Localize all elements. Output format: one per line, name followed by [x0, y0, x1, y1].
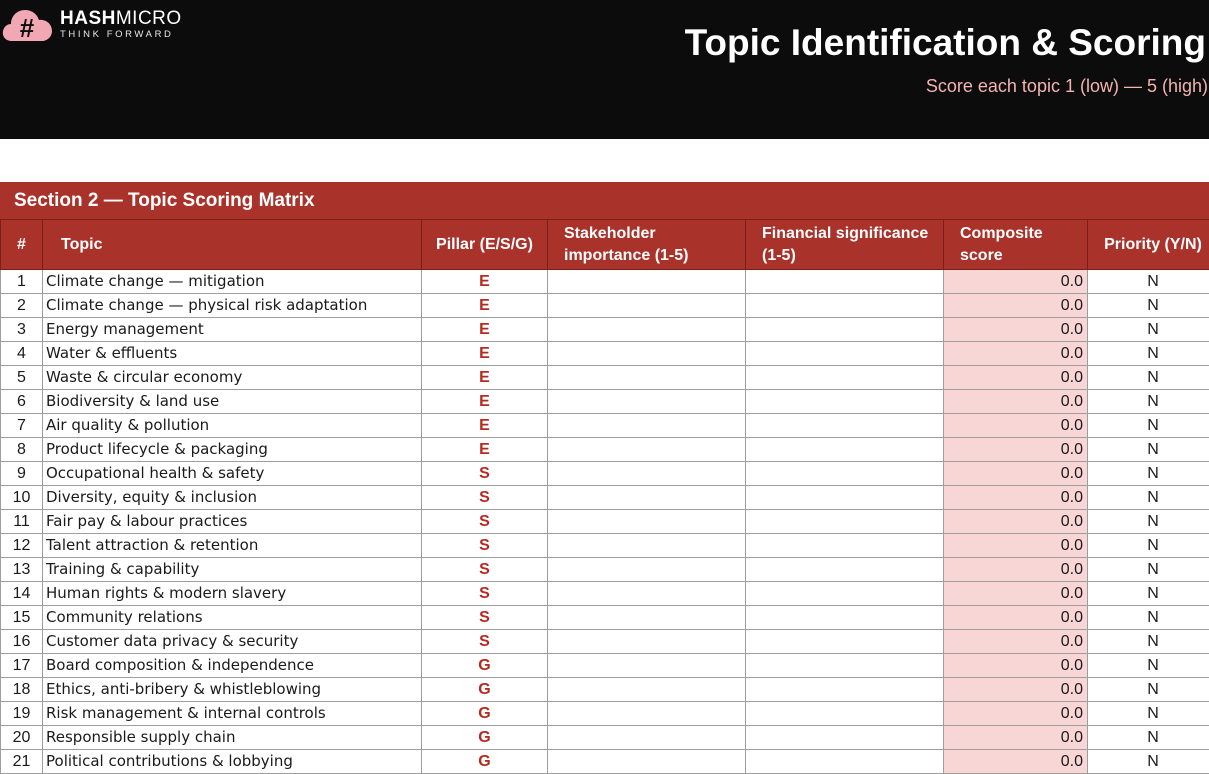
cell-num: 8: [1, 438, 43, 462]
col-header-composite-l2: score: [960, 247, 1003, 264]
cell-financial-significance[interactable]: [746, 750, 944, 774]
col-header-num[interactable]: #: [1, 220, 43, 270]
cell-stakeholder-importance[interactable]: [548, 414, 746, 438]
cell-composite-score[interactable]: 0.0: [944, 750, 1088, 774]
cell-priority[interactable]: N: [1088, 270, 1209, 294]
cell-priority[interactable]: N: [1088, 558, 1209, 582]
table-row: [1, 414, 1209, 438]
table-row: [1, 342, 1209, 366]
cell-priority[interactable]: N: [1088, 534, 1209, 558]
cell-pillar[interactable]: S: [422, 630, 548, 654]
cell-topic[interactable]: Human rights & modern slavery: [43, 582, 422, 606]
brand-logo: [2, 6, 182, 44]
cell-composite-score[interactable]: 0.0: [944, 654, 1088, 678]
cell-pillar[interactable]: E: [422, 294, 548, 318]
cell-stakeholder-importance[interactable]: [548, 582, 746, 606]
cell-financial-significance[interactable]: [746, 438, 944, 462]
table-header-row: [1, 220, 1209, 270]
topic-scoring-table: [0, 219, 1209, 774]
cell-financial-significance[interactable]: [746, 630, 944, 654]
cell-composite-score[interactable]: 0.0: [944, 438, 1088, 462]
cell-pillar[interactable]: G: [422, 750, 548, 774]
cell-num: 16: [1, 630, 43, 654]
cell-pillar[interactable]: S: [422, 558, 548, 582]
cell-financial-significance[interactable]: [746, 342, 944, 366]
cell-priority[interactable]: N: [1088, 582, 1209, 606]
cell-num: 2: [1, 294, 43, 318]
cell-topic[interactable]: Energy management: [43, 318, 422, 342]
table-row: [1, 654, 1209, 678]
table-row: [1, 630, 1209, 654]
page-subtitle: Score each topic 1 (low) — 5 (high): [926, 75, 1208, 97]
cell-financial-significance[interactable]: [746, 366, 944, 390]
cell-priority[interactable]: N: [1088, 486, 1209, 510]
cell-composite-score[interactable]: 0.0: [944, 726, 1088, 750]
cell-num: 11: [1, 510, 43, 534]
cell-num: 15: [1, 606, 43, 630]
cell-topic[interactable]: Community relations: [43, 606, 422, 630]
cell-composite-score[interactable]: 0.0: [944, 630, 1088, 654]
cell-priority[interactable]: N: [1088, 438, 1209, 462]
cell-topic[interactable]: Biodiversity & land use: [43, 390, 422, 414]
col-header-stakeholder[interactable]: [548, 220, 746, 270]
cell-num: 10: [1, 486, 43, 510]
cell-priority[interactable]: N: [1088, 726, 1209, 750]
cell-stakeholder-importance[interactable]: [548, 606, 746, 630]
cell-priority[interactable]: N: [1088, 390, 1209, 414]
cell-num: 14: [1, 582, 43, 606]
cell-stakeholder-importance[interactable]: [548, 630, 746, 654]
cell-financial-significance[interactable]: [746, 510, 944, 534]
table-row: [1, 702, 1209, 726]
table-row: [1, 510, 1209, 534]
col-header-composite[interactable]: [944, 220, 1088, 270]
cell-stakeholder-importance[interactable]: [548, 702, 746, 726]
col-header-financial-l1: Financial significance: [762, 225, 928, 242]
cell-priority[interactable]: N: [1088, 654, 1209, 678]
table-row: [1, 606, 1209, 630]
cell-topic[interactable]: Water & effluents: [43, 342, 422, 366]
cell-priority[interactable]: N: [1088, 318, 1209, 342]
cell-num: 1: [1, 270, 43, 294]
cell-stakeholder-importance[interactable]: [548, 390, 746, 414]
cell-composite-score[interactable]: 0.0: [944, 294, 1088, 318]
cell-priority[interactable]: N: [1088, 750, 1209, 774]
cell-financial-significance[interactable]: [746, 702, 944, 726]
logo-glyph: #: [20, 13, 35, 43]
cell-financial-significance[interactable]: [746, 390, 944, 414]
table-row: [1, 558, 1209, 582]
cell-pillar[interactable]: E: [422, 390, 548, 414]
cell-stakeholder-importance[interactable]: [548, 726, 746, 750]
cell-composite-score[interactable]: 0.0: [944, 342, 1088, 366]
cell-num: 6: [1, 390, 43, 414]
cell-composite-score[interactable]: 0.0: [944, 462, 1088, 486]
col-header-priority[interactable]: Priority (Y/N): [1088, 220, 1209, 270]
cell-topic[interactable]: Fair pay & labour practices: [43, 510, 422, 534]
cell-topic[interactable]: Climate change — physical risk adaptation: [43, 294, 422, 318]
col-header-financial[interactable]: [746, 220, 944, 270]
cell-priority[interactable]: N: [1088, 294, 1209, 318]
cell-financial-significance[interactable]: [746, 414, 944, 438]
cell-topic[interactable]: Air quality & pollution: [43, 414, 422, 438]
cell-pillar[interactable]: G: [422, 678, 548, 702]
cell-financial-significance[interactable]: [746, 582, 944, 606]
cell-topic[interactable]: Risk management & internal controls: [43, 702, 422, 726]
cell-topic[interactable]: Board composition & independence: [43, 654, 422, 678]
col-header-stakeholder-l1: Stakeholder: [564, 225, 656, 242]
cell-topic[interactable]: Responsible supply chain: [43, 726, 422, 750]
cell-composite-score[interactable]: 0.0: [944, 510, 1088, 534]
cell-financial-significance[interactable]: [746, 486, 944, 510]
cell-priority[interactable]: N: [1088, 414, 1209, 438]
cell-financial-significance[interactable]: [746, 558, 944, 582]
table-row: [1, 438, 1209, 462]
cell-topic[interactable]: Customer data privacy & security: [43, 630, 422, 654]
cell-topic[interactable]: Waste & circular economy: [43, 366, 422, 390]
col-header-topic[interactable]: Topic: [43, 220, 422, 270]
cell-composite-score[interactable]: 0.0: [944, 678, 1088, 702]
cell-num: 19: [1, 702, 43, 726]
col-header-stakeholder-l2: importance (1-5): [564, 247, 688, 264]
cell-topic[interactable]: Diversity, equity & inclusion: [43, 486, 422, 510]
cell-priority[interactable]: N: [1088, 462, 1209, 486]
table-row: [1, 294, 1209, 318]
cell-topic[interactable]: Ethics, anti-bribery & whistleblowing: [43, 678, 422, 702]
cell-financial-significance[interactable]: [746, 726, 944, 750]
cell-composite-score[interactable]: 0.0: [944, 558, 1088, 582]
cell-priority[interactable]: N: [1088, 606, 1209, 630]
cell-stakeholder-importance[interactable]: [548, 270, 746, 294]
cell-financial-significance[interactable]: [746, 270, 944, 294]
cell-pillar[interactable]: G: [422, 726, 548, 750]
table-row: [1, 582, 1209, 606]
cell-financial-significance[interactable]: [746, 606, 944, 630]
table-row: [1, 750, 1209, 774]
cell-topic[interactable]: Political contributions & lobbying: [43, 750, 422, 774]
cell-pillar[interactable]: E: [422, 318, 548, 342]
cell-num: 3: [1, 318, 43, 342]
cell-pillar[interactable]: E: [422, 270, 548, 294]
cell-priority[interactable]: N: [1088, 702, 1209, 726]
section-title: Section 2 — Topic Scoring Matrix: [0, 182, 1209, 219]
cell-financial-significance[interactable]: [746, 318, 944, 342]
cell-num: 18: [1, 678, 43, 702]
cell-priority[interactable]: N: [1088, 678, 1209, 702]
cell-stakeholder-importance[interactable]: [548, 462, 746, 486]
cell-composite-score[interactable]: 0.0: [944, 534, 1088, 558]
cell-num: 7: [1, 414, 43, 438]
cell-num: 13: [1, 558, 43, 582]
cell-pillar[interactable]: G: [422, 654, 548, 678]
cell-stakeholder-importance[interactable]: [548, 318, 746, 342]
cell-num: 5: [1, 366, 43, 390]
cell-pillar[interactable]: S: [422, 606, 548, 630]
table-row: [1, 366, 1209, 390]
cloud-hash-icon: [2, 7, 54, 43]
table-row: [1, 726, 1209, 750]
cell-pillar[interactable]: E: [422, 414, 548, 438]
cell-num: 17: [1, 654, 43, 678]
cell-stakeholder-importance[interactable]: [548, 366, 746, 390]
table-row: [1, 462, 1209, 486]
brand-name-light: MICRO: [116, 8, 182, 29]
cell-stakeholder-importance[interactable]: [548, 342, 746, 366]
cell-num: 20: [1, 726, 43, 750]
table-row: [1, 534, 1209, 558]
cell-stakeholder-importance[interactable]: [548, 678, 746, 702]
cell-num: 4: [1, 342, 43, 366]
cell-financial-significance[interactable]: [746, 654, 944, 678]
cell-pillar[interactable]: E: [422, 342, 548, 366]
cell-stakeholder-importance[interactable]: [548, 534, 746, 558]
cell-composite-score[interactable]: 0.0: [944, 606, 1088, 630]
cell-stakeholder-importance[interactable]: [548, 294, 746, 318]
cell-priority[interactable]: N: [1088, 366, 1209, 390]
brand-name-bold: HASH: [60, 8, 116, 29]
col-header-pillar[interactable]: Pillar (E/S/G): [422, 220, 548, 270]
table-row: [1, 318, 1209, 342]
col-header-composite-l1: Composite: [960, 225, 1043, 242]
cell-topic[interactable]: Occupational health & safety: [43, 462, 422, 486]
brand-tagline: THINK FORWARD: [60, 29, 182, 41]
cell-financial-significance[interactable]: [746, 462, 944, 486]
cell-num: 9: [1, 462, 43, 486]
table-row: [1, 270, 1209, 294]
cell-pillar[interactable]: S: [422, 582, 548, 606]
cell-financial-significance[interactable]: [746, 534, 944, 558]
cell-stakeholder-importance[interactable]: [548, 654, 746, 678]
col-header-financial-l2: (1-5): [762, 247, 796, 264]
cell-composite-score[interactable]: 0.0: [944, 582, 1088, 606]
cell-composite-score[interactable]: 0.0: [944, 702, 1088, 726]
cell-financial-significance[interactable]: [746, 678, 944, 702]
cell-stakeholder-importance[interactable]: [548, 558, 746, 582]
page-title: Topic Identification & Scoring: [685, 20, 1206, 66]
cell-stakeholder-importance[interactable]: [548, 438, 746, 462]
cell-composite-score[interactable]: 0.0: [944, 318, 1088, 342]
cell-pillar[interactable]: E: [422, 438, 548, 462]
cell-topic[interactable]: Product lifecycle & packaging: [43, 438, 422, 462]
cell-topic[interactable]: Training & capability: [43, 558, 422, 582]
cell-composite-score[interactable]: 0.0: [944, 366, 1088, 390]
cell-composite-score[interactable]: 0.0: [944, 414, 1088, 438]
cell-pillar[interactable]: E: [422, 366, 548, 390]
cell-financial-significance[interactable]: [746, 294, 944, 318]
cell-priority[interactable]: N: [1088, 510, 1209, 534]
cell-pillar[interactable]: S: [422, 462, 548, 486]
cell-topic[interactable]: Climate change — mitigation: [43, 270, 422, 294]
cell-pillar[interactable]: S: [422, 534, 548, 558]
cell-stakeholder-importance[interactable]: [548, 750, 746, 774]
table-row: [1, 678, 1209, 702]
cell-priority[interactable]: N: [1088, 630, 1209, 654]
table-row: [1, 390, 1209, 414]
cell-stakeholder-importance[interactable]: [548, 486, 746, 510]
cell-pillar[interactable]: S: [422, 486, 548, 510]
cell-composite-score[interactable]: 0.0: [944, 270, 1088, 294]
cell-stakeholder-importance[interactable]: [548, 510, 746, 534]
cell-composite-score[interactable]: 0.0: [944, 486, 1088, 510]
cell-pillar[interactable]: G: [422, 702, 548, 726]
cell-composite-score[interactable]: 0.0: [944, 390, 1088, 414]
cell-priority[interactable]: N: [1088, 342, 1209, 366]
cell-num: 12: [1, 534, 43, 558]
header-banner: [0, 0, 1209, 139]
table-row: [1, 486, 1209, 510]
cell-num: 21: [1, 750, 43, 774]
cell-topic[interactable]: Talent attraction & retention: [43, 534, 422, 558]
cell-pillar[interactable]: S: [422, 510, 548, 534]
brand-name: [60, 9, 182, 29]
